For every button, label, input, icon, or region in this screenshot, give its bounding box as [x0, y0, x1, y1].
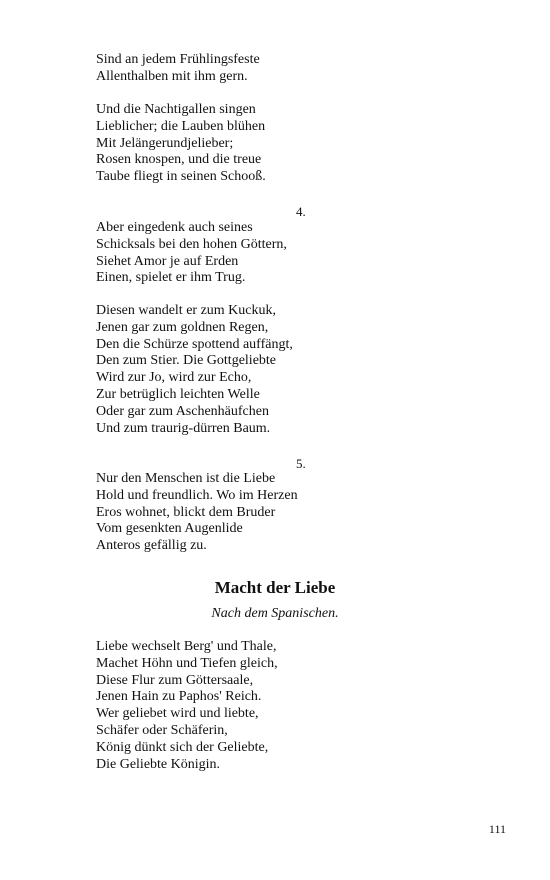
poem-subtitle: Nach dem Spanischen. [211, 606, 339, 621]
verse-line: Sind an jedem Frühlingsfeste [96, 52, 260, 67]
section-number-4: 4. [296, 204, 306, 219]
verse-line: Siehet Amor je auf Erden [96, 253, 239, 269]
verse-line: Lieblicher; die Lauben blühen [96, 118, 266, 134]
verse-line: König dünkt sich der Geliebte, [96, 739, 269, 755]
verse-line: Mit Jelängerundjelieber; [96, 135, 234, 151]
verse-line: Hold und freundlich. Wo im Herzen [96, 487, 298, 503]
verse-line: Liebe wechselt Berg' und Thale, [96, 639, 277, 654]
section-number-5: 5. [296, 456, 306, 471]
verse-line: Den zum Stier. Die Gottgeliebte [96, 353, 277, 369]
stanza-f [96, 639, 456, 773]
verse-line: Einen, spielet er ihm Trug. [96, 270, 246, 286]
verse-line: Taube fliegt in seinen Schooß. [96, 169, 266, 185]
verse-line: Und zum traurig-dürren Baum. [96, 420, 271, 436]
stanza-d [96, 303, 456, 437]
verse-line: Zur betrüglich leichten Welle [96, 386, 260, 402]
verse-line: Nur den Menschen ist die Liebe [96, 471, 276, 486]
verse-line: Anteros gefällig zu. [96, 538, 207, 554]
verse-line: Und die Nachtigallen singen [96, 102, 256, 117]
verse-line: Allenthalben mit ihm gern. [96, 68, 248, 84]
verse-line: Aber eingedenk auch seines [96, 220, 253, 235]
verse-line: Jenen Hain zu Paphos' Reich. [96, 689, 262, 705]
verse-line: Jenen gar zum goldnen Regen, [96, 319, 269, 335]
verse-line: Schäfer oder Schäferin, [96, 722, 228, 738]
verse-line: Diese Flur zum Göttersaale, [96, 672, 254, 688]
stanza-a [96, 52, 456, 86]
verse-line: Oder gar zum Aschenhäufchen [96, 403, 269, 419]
verse-line: Die Geliebte Königin. [96, 756, 221, 772]
verse-line: Eros wohnet, blickt dem Bruder [96, 504, 276, 520]
verse-line: Wird zur Jo, wird zur Echo, [96, 370, 252, 386]
verse-line: Den die Schürze spottend auffängt, [96, 336, 293, 352]
stanza-c [96, 220, 456, 287]
stanza-e [96, 471, 456, 555]
verse-line: Vom gesenkten Augenlide [96, 521, 243, 537]
page-number: 111 [488, 822, 506, 836]
poem-title: Macht der Liebe [214, 578, 336, 597]
verse-line: Rosen knospen, und die treue [96, 152, 262, 168]
stanza-b [96, 102, 456, 186]
verse-line: Wer geliebet wird und liebte, [96, 706, 259, 722]
verse-line: Machet Höhn und Tiefen gleich, [96, 655, 278, 671]
verse-line: Schicksals bei den hohen Göttern, [96, 236, 287, 252]
verse-line: Diesen wandelt er zum Kuckuk, [96, 303, 276, 318]
